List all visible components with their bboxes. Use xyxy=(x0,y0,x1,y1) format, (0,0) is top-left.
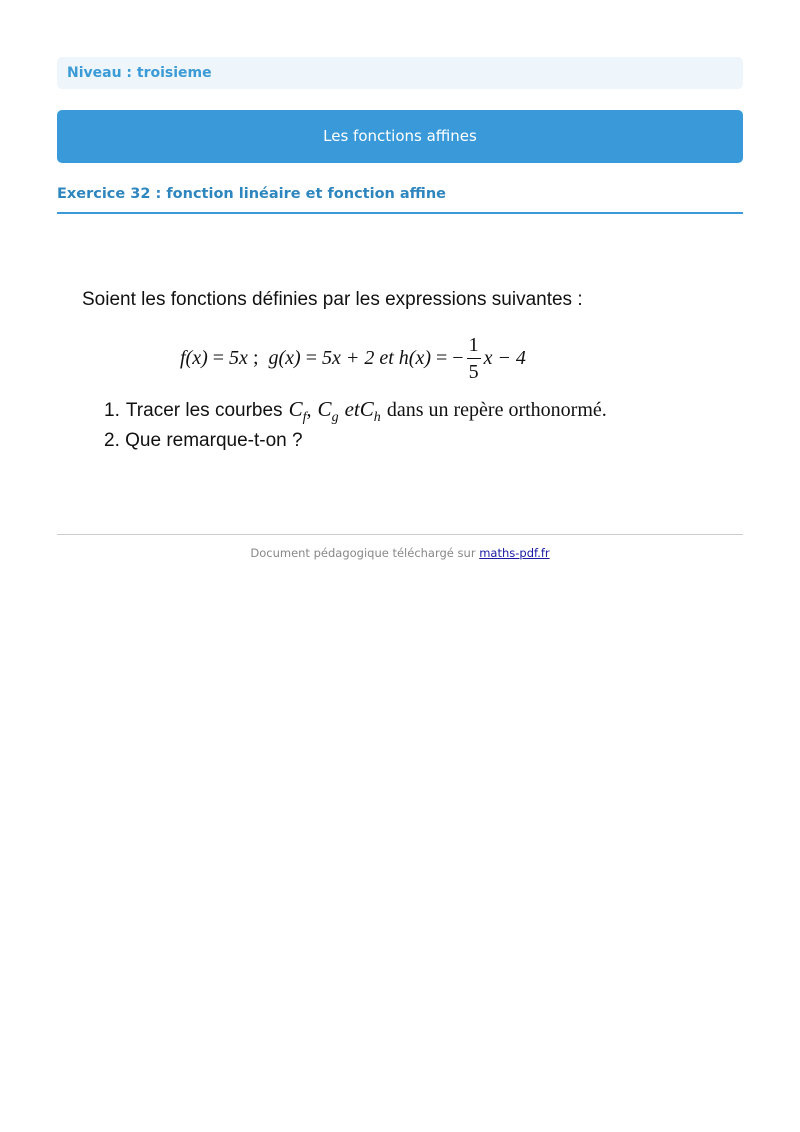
footer-text: Document pédagogique téléchargé sur xyxy=(250,546,476,560)
equals-sign: = xyxy=(212,346,225,369)
footer xyxy=(57,546,743,560)
level-banner xyxy=(57,57,743,89)
curve-cf: $C_f$ xyxy=(288,397,307,426)
comma: , xyxy=(306,399,312,421)
function-definitions xyxy=(180,330,526,386)
chapter-title-banner xyxy=(57,110,743,163)
question-text: Que remarque-t-on ? xyxy=(125,430,303,451)
question-2 xyxy=(104,430,303,452)
question-1 xyxy=(104,397,607,426)
f-rhs: 5x xyxy=(229,346,248,369)
g-rhs: 5x + 2 xyxy=(321,346,375,369)
curve-cg: $C_g$ xyxy=(317,397,339,426)
exercise-intro: Soient les fonctions définies par les expressions suivantes : xyxy=(82,289,583,310)
equals-sign: = xyxy=(305,346,317,369)
h-tail: x − 4 xyxy=(483,346,526,369)
equals-sign: = xyxy=(436,346,448,369)
et-word: et xyxy=(344,397,360,421)
level-label: Niveau : troisieme xyxy=(67,65,212,81)
g-lhs: g(x) xyxy=(268,346,301,369)
footer-link[interactable]: maths-pdf.fr xyxy=(479,546,550,560)
minus-sign: − xyxy=(452,346,464,369)
question-number: 2. xyxy=(104,430,120,451)
exercise-divider xyxy=(57,212,743,214)
f-lhs: f(x) xyxy=(180,346,208,369)
fraction-numerator: 1 xyxy=(467,335,481,359)
fraction-denominator: 5 xyxy=(468,360,479,383)
question-text-end: dans un repère orthonormé. xyxy=(386,399,607,421)
h-lhs: h(x) xyxy=(398,346,431,369)
et-word: et xyxy=(379,346,394,369)
chapter-title: Les fonctions affines xyxy=(323,127,477,145)
fraction xyxy=(467,335,481,382)
question-number: 1. xyxy=(104,400,120,421)
exercise-title: Exercice 32 : fonction linéaire et fonction affine xyxy=(57,186,447,202)
semicolon: ; xyxy=(252,346,259,369)
footer-divider xyxy=(57,534,743,535)
curve-ch: $C_h$ xyxy=(359,397,381,426)
question-text: Tracer les courbes xyxy=(125,400,283,421)
